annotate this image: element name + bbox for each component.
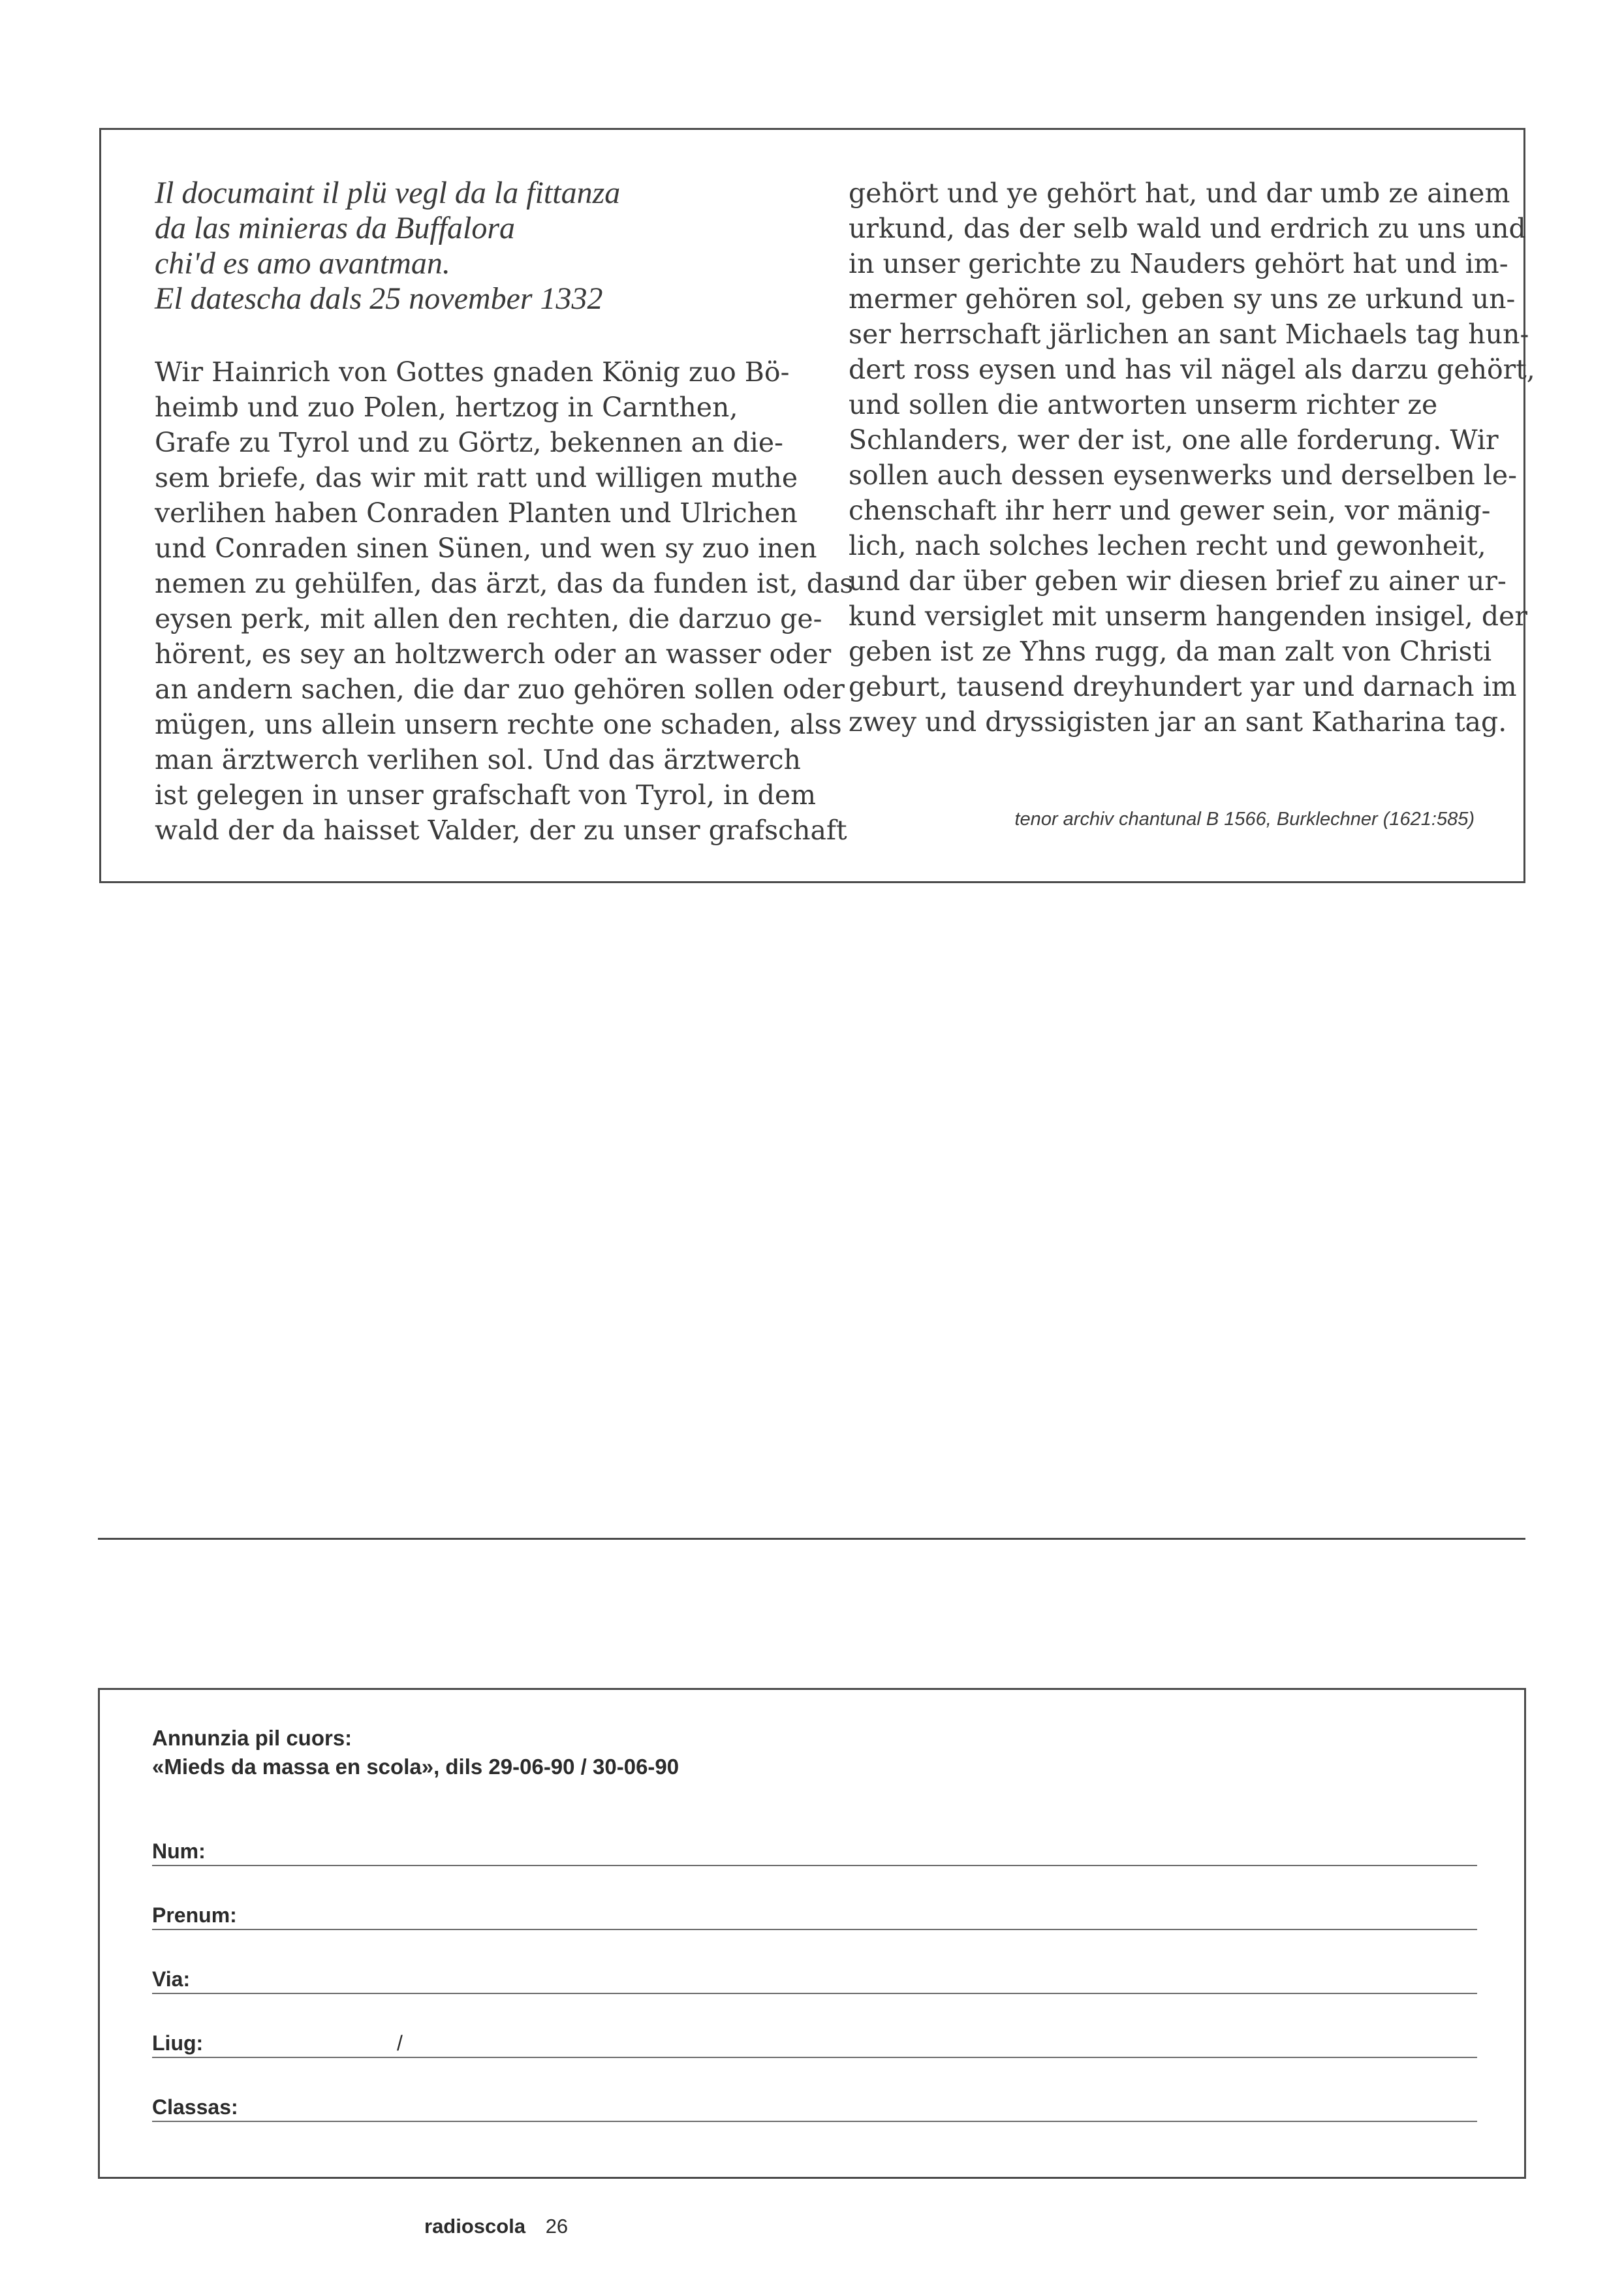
text-line: sollen auch dessen eysenwerks und derselben le-	[849, 460, 1517, 491]
text-line: geben ist ze Yhns rugg, da man zalt von Christi	[849, 636, 1492, 667]
page-footer	[424, 2215, 568, 2238]
liug-input-line[interactable]	[152, 2057, 1477, 2058]
text-line: geburt, tausend dreyhundert yar und darnach im	[849, 671, 1517, 702]
text-line: ist gelegen in unser grafschaft von Tyrol, in dem	[155, 779, 816, 811]
text-line: nemen zu gehülfen, das ärzt, das da funden ist, das	[155, 568, 854, 599]
form-title	[152, 1724, 679, 1781]
text-line: chenschaft ihr herr und gewer sein, vor mänig-	[849, 495, 1491, 526]
text-line: zwey und dryssigisten jar an sant Katharina tag.	[849, 706, 1507, 738]
postcode-separator: /	[397, 2031, 403, 2055]
text-line: verlihen haben Conraden Planten und Ulrichen	[155, 497, 798, 529]
num-field[interactable]	[152, 1834, 1477, 1866]
text-line: in unser gerichte zu Nauders gehört hat und im-	[849, 248, 1508, 279]
classas-input-line[interactable]	[152, 2121, 1477, 2122]
text-line: man ärztwerch verlihen sol. Und das ärztwerch	[155, 744, 801, 775]
horizontal-divider	[98, 1538, 1525, 1540]
text-line: kund versiglet mit unserm hangenden insigel, der	[849, 601, 1527, 632]
page-number: 26	[545, 2215, 569, 2238]
classas-label: Classas:	[152, 2095, 238, 2119]
text-line: ser herrschaft järlichen an sant Michaels tag hun-	[849, 319, 1529, 350]
text-line: Grafe zu Tyrol und zu Görtz, bekennen an die-	[155, 427, 784, 458]
via-label: Via:	[152, 1967, 191, 1991]
right-column	[849, 176, 1535, 740]
liug-label: Liug:	[152, 2031, 204, 2055]
source-citation: tenor archiv chantunal B 1566, Burklechner (1621:585)	[1014, 809, 1475, 830]
text-line: hörent, es sey an holtzwerch oder an wasser oder	[155, 638, 832, 670]
left-column	[155, 176, 854, 848]
text-line: Schlanders, wer der ist, one alle forderung. Wir	[849, 424, 1499, 456]
heading-line: Il documaint il plü vegl da la fittanza	[155, 176, 621, 210]
heading-line: chi'd es amo avantman.	[155, 246, 450, 281]
via-field[interactable]	[152, 1961, 1477, 1994]
via-input-line[interactable]	[152, 1993, 1477, 1994]
text-line: gehört und ye gehört hat, und dar umb ze ainem	[849, 178, 1510, 209]
classas-field[interactable]	[152, 2089, 1477, 2122]
text-line: heimb und zuo Polen, hertzog in Carnthen,	[155, 392, 738, 423]
form-title-line: «Mieds da massa en scola», dils 29-06-90 / 30-06-90	[152, 1755, 679, 1779]
document-heading	[155, 176, 781, 317]
heading-line: El datescha dals 25 november 1332	[155, 281, 603, 316]
left-column-text	[155, 354, 854, 848]
liug-field[interactable]	[152, 2025, 1477, 2058]
text-line: wald der da haisset Valder, der zu unser grafschaft	[155, 815, 847, 846]
text-line: urkund, das der selb wald und erdrich zu uns und	[849, 213, 1526, 244]
prenum-label: Prenum:	[152, 1903, 237, 1927]
num-label: Num:	[152, 1839, 206, 1863]
prenum-input-line[interactable]	[152, 1929, 1477, 1930]
text-line: an andern sachen, die dar zuo gehören sollen oder	[155, 674, 845, 705]
text-line: und dar über geben wir diesen brief zu ainer ur-	[849, 565, 1507, 597]
prenum-field[interactable]	[152, 1897, 1477, 1930]
text-line: lich, nach solches lechen recht und gewonheit,	[849, 530, 1486, 561]
registration-form	[98, 1688, 1526, 2179]
text-line: mügen, uns allein unsern rechte one schaden, alss	[155, 709, 842, 740]
text-line: mermer gehören sol, geben sy uns ze urkund un-	[849, 283, 1516, 315]
num-input-line[interactable]	[152, 1865, 1477, 1866]
text-line: sem briefe, das wir mit ratt und willigen muthe	[155, 462, 798, 493]
text-line: eysen perk, mit allen den rechten, die darzuo ge-	[155, 603, 822, 634]
text-line: dert ross eysen und has vil nägel als darzu gehört,	[849, 354, 1535, 385]
publication-name: radioscola	[424, 2215, 526, 2238]
document-box	[99, 128, 1535, 883]
text-line: und sollen die antworten unserm richter ze	[849, 389, 1438, 420]
text-line: Wir Hainrich von Gottes gnaden König zuo Bö-	[155, 356, 790, 388]
text-line: und Conraden sinen Sünen, und wen sy zuo inen	[155, 533, 817, 564]
form-title-line: Annunzia pil cuors:	[152, 1726, 352, 1750]
heading-line: da las minieras da Buffalora	[155, 211, 516, 245]
